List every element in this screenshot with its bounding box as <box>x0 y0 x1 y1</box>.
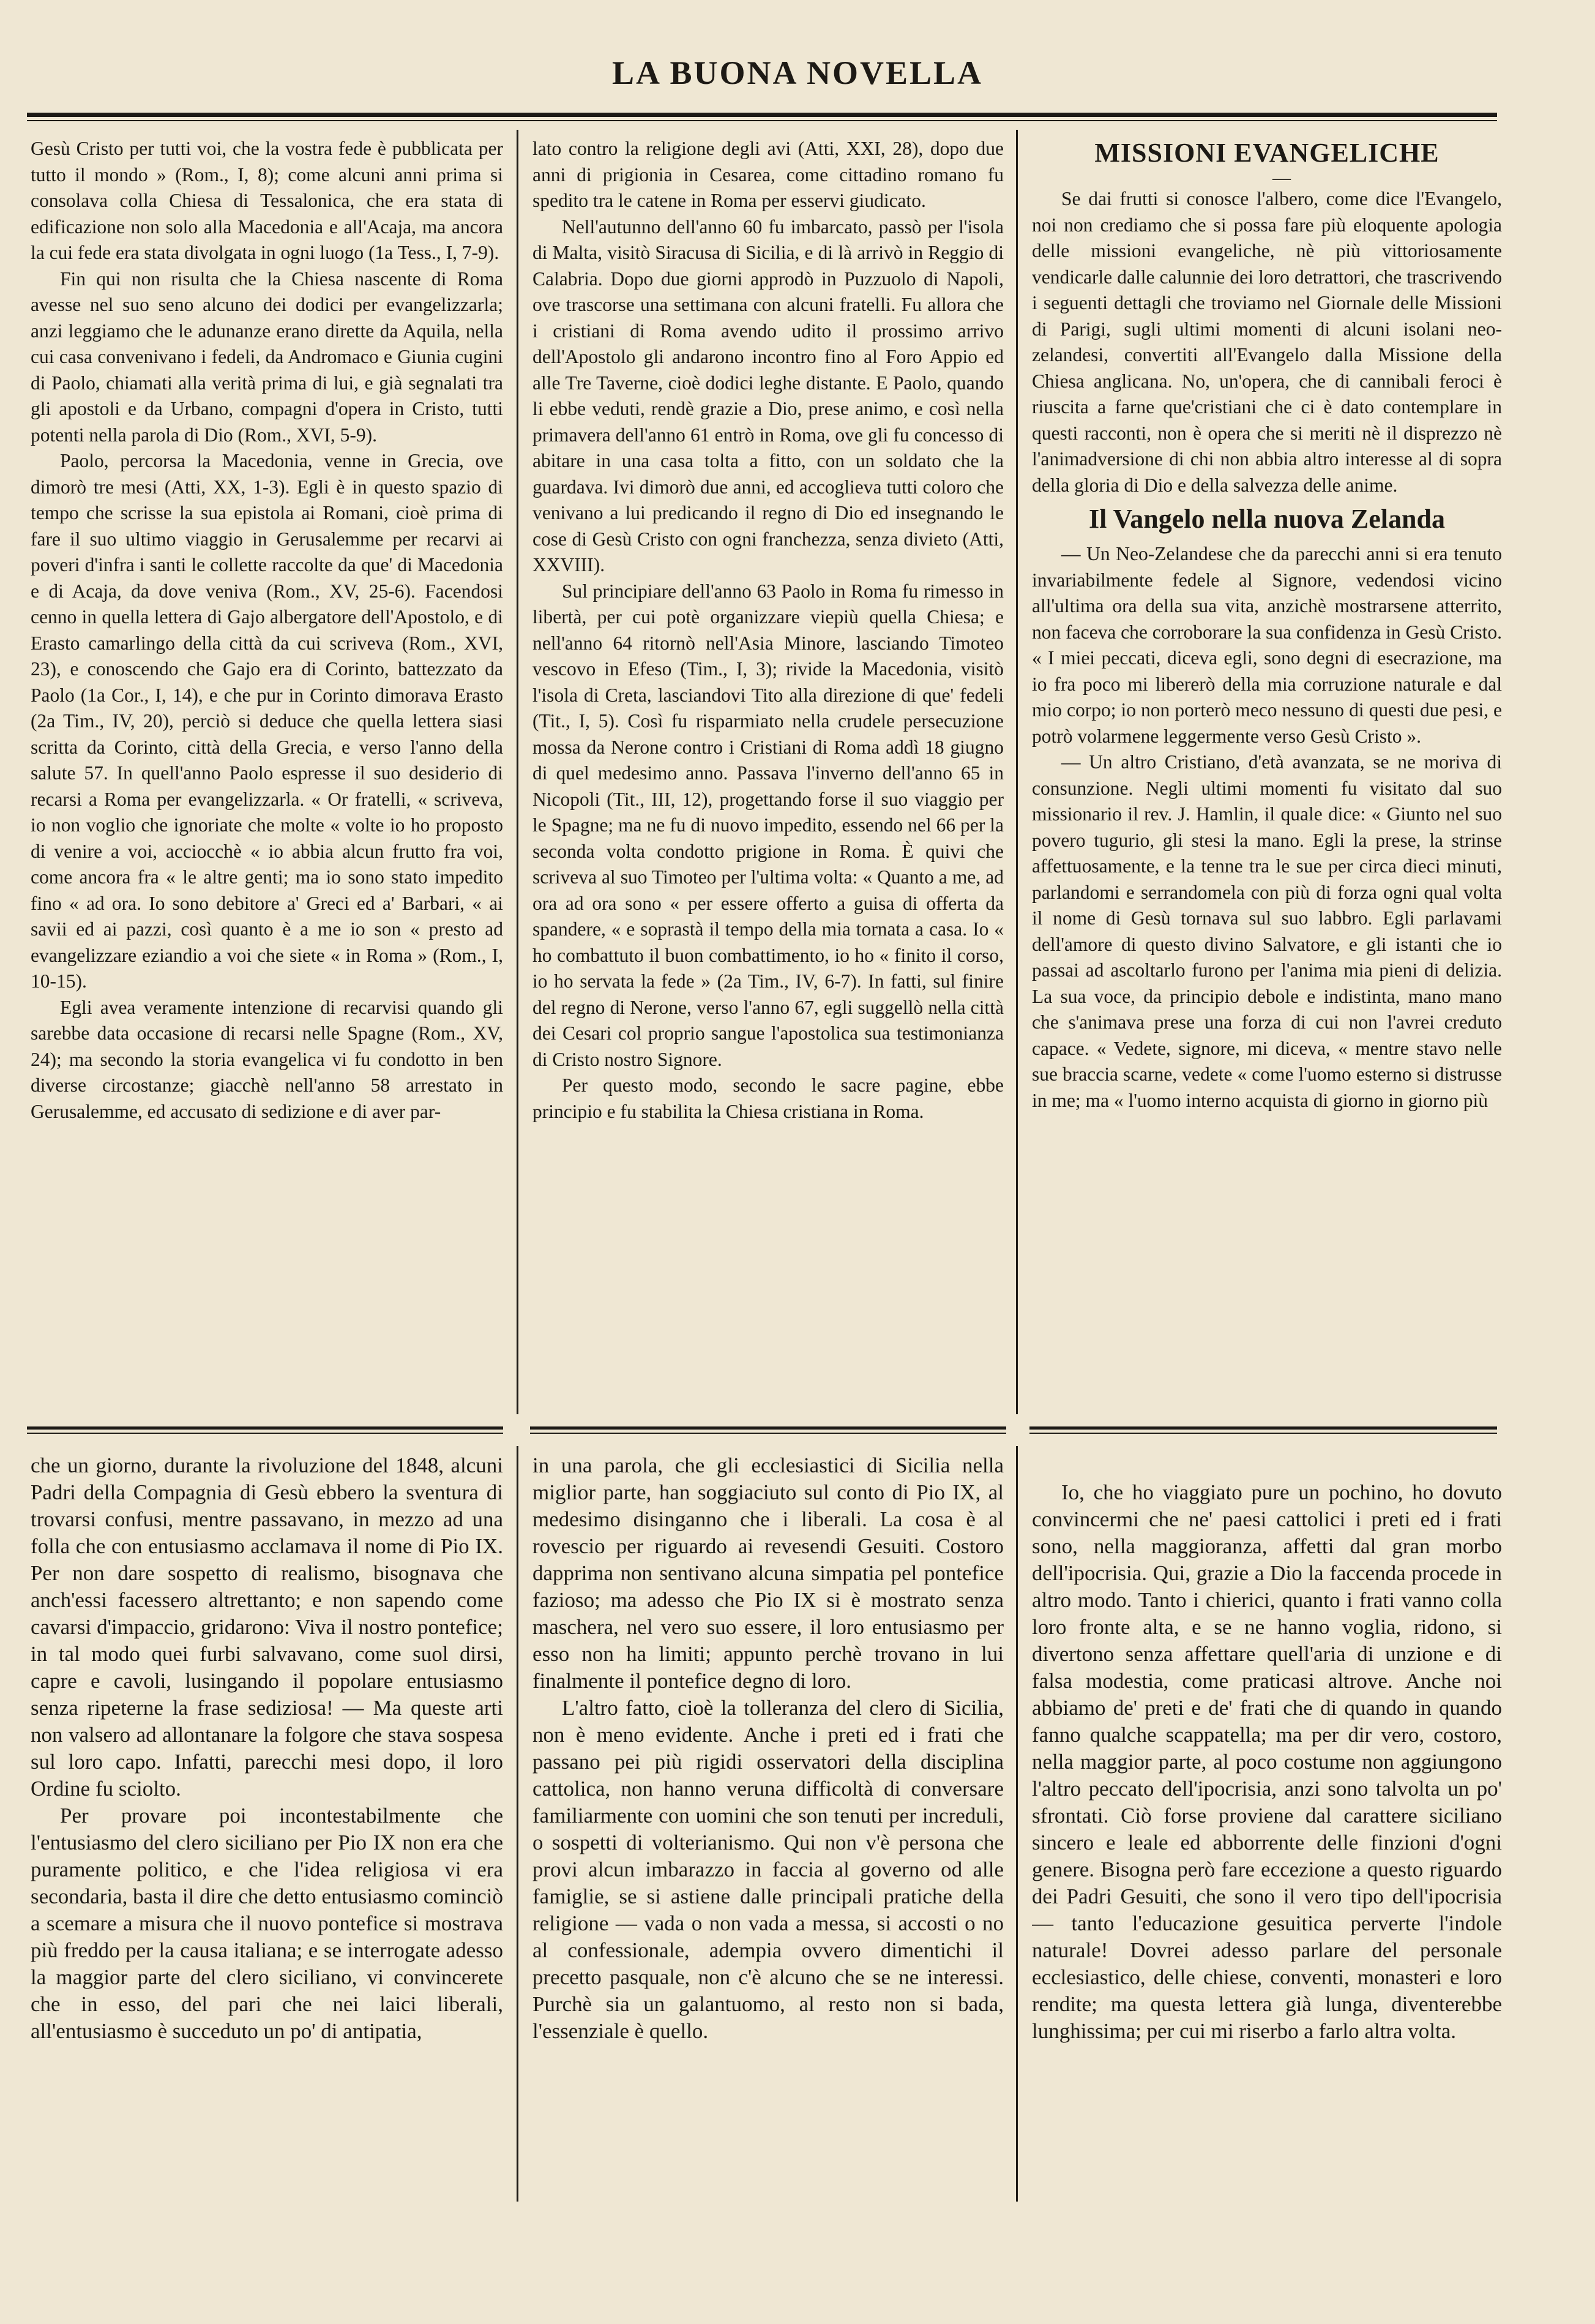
paragraph: Per provare poi incontestabilmente che l'entusiasmo del clero siciliano per Pio IX non era che puramente politico, e che l'idea religiosa vi era secondaria, basta il dire che detto entusiasmo cominciò a scemare a misura che il nuovo pontefice si mostrava più freddo per la causa italiana; e se interrogate adesso la maggior parte del clero siciliano, vi convincerete che in esso, del pari che nei laici liberali, all'entusiasmo è succeduto un po' di antipatia, <box>31 1804 503 2043</box>
bottom-column-3 <box>1032 1452 1502 2202</box>
paragraph: Sul principiare dell'anno 63 Paolo in Roma fu rimesso in libertà, per cui potè organizzare viepiù quella Chiesa; e nell'anno 64 ritornò nell'Asia Minore, lasciando Timoteo vescovo in Efeso (Tim., I, 3); rivide la Macedonia, visitò l'isola di Creta, lasciandovi Tito alla direzione di que' fedeli (Tit., I, 5). Così fu risparmiato nella crudele persecuzione mossa da Nerone contro i Cristiani di Roma addì 18 giugno di quel medesimo anno. Passava l'inverno dell'anno 65 in Nicopoli (Tit., III, 12), progettando forse il suo viaggio per le Spagne; ma ne fu di nuovo impedito, essendo nel 66 per la seconda volta condotto prigione in Roma. È quivi che scriveva al suo Timoteo per l'ultima volta: « Quanto a me, ad ora ad ora sono « per essere offerto a guisa di offerta da spandere, « e soprastà il tempo della mia tornata a casa. Io « ho combattuto il buon combattimento, io ho « finito il corso, io ho servata la fede » (2a Tim., IV, 6-7). In fatti, sul finire del regno di Nerone, verso l'anno 67, egli suggellò nella città dei Cesari col proprio sangue l'apostolica sua testimonianza di Cristo nostro Signore. <box>532 580 1004 1070</box>
masthead-title: LA BUONA NOVELLA <box>611 54 984 91</box>
section-rule-thick-1 <box>27 1426 503 1430</box>
paragraph: che un giorno, durante la rivoluzione del 1848, alcuni Padri della Compagnia di Gesù ebbero la sventura di trovarsi confusi, mentre passavano, in mezzo ad una folla che con entusiasmo acclamava il nome di Pio IX. Per non dare sospetto di realismo, bisognava che anch'essi facessero altrettanto; e non sapendo come cavarsi d'impaccio, gridarono: Viva il nostro pontefice; in tal modo quei furbi salvavano, come suol dirsi, capre e cavoli, lusingando il popolare entusiasmo senza ripeterne la frase sediziosa! — Ma queste arti non valsero ad allontanare la folgore che stava sospesa sul loro capo. Infatti, parecchi mesi dopo, il loro Ordine fu sciolto. <box>31 1453 503 1801</box>
top-column-2 <box>532 136 1004 1415</box>
paragraph: Egli avea veramente intenzione di recarvisi quando gli sarebbe data occasione di recarsi nelle Spagne (Rom., XV, 24); ma secondo la storia evangelica vi fu condotto in ben diverse circostanze; giacchè nell'anno 58 arrestato in Gerusalemme, ed accusato di sedizione e di aver par- <box>31 996 503 1122</box>
top-column-rule-2 <box>1016 130 1018 1414</box>
paragraph: — Un altro Cristiano, d'età avanzata, se ne moriva di consunzione. Negli ultimi momenti fu visitato dal suo missionario il rev. J. Hamlin, il quale dice: « Giunto nel suo povero tugurio, gli stesi la mano. Egli la prese, la strinse affettuosamente, e la tenne tra le sue per circa dieci minuti, parlandomi e serrandomela con più di forza ogni qual volta il nome di Gesù tornava sul suo labbro. Egli parlavami dell'amore di questo divino Salvatore, e gli istanti che io passai ad ascoltarlo furono per l'anima mia pieni di delizia. La sua voce, da principio debole e indistinta, mano mano che s'animava prese una forza di cui non l'avrei creduto capace. « Vedete, signore, mi diceva, « mentre stavo nelle sue braccia scarne, vedete « come l'uomo esterno si distrusse in me; ma « l'uomo interno acquista di giorno in giorno più <box>1032 751 1502 1111</box>
heading-dash: — <box>1272 168 1291 188</box>
paragraph: L'altro fatto, cioè la tolleranza del clero di Sicilia, non è meno evidente. Anche i preti ed i frati che passano pei più rigidi osservatori della disciplina cattolica, non hanno veruna difficoltà di conversare familiarmente con uomini che son tenuti per increduli, o sospetti di volterianismo. Qui non v'è persona che provi alcun imbarazzo in faccia al governo od alle famiglie, se si astiene dalle principali pratiche della religione — vada o non vada a messa, si accosti o no al confessionale, adempia ovvero dimentichi il precetto pasquale, non c'è alcuno che se ne interessi. Purchè sia un galantuomo, al resto non si bada, l'essenziale è quello. <box>532 1696 1004 2043</box>
section-rule-thin-1 <box>27 1433 503 1434</box>
paragraph: Nell'autunno dell'anno 60 fu imbarcato, passò per l'isola di Malta, visitò Siracusa di Sicilia, e di là arrivò in Reggio di Calabria. Dopo due giorni approdò in Puzzuolo di Napoli, ove trascorse una settimana con alcuni fratelli. Fu allora che i cristiani di Roma avendo udito il prossimo arrivo dell'Apostolo gli andarono incontro fino al Foro Appio ed alle Tre Taverne, cioè dodici leghe distante. E Paolo, quando li ebbe veduti, rendè grazie a Dio, prese animo, e così nella primavera dell'anno 61 entrò in Roma, ove gli fu concesso di abitare in una casa tolta a fitto, con un soldato che la guardava. Ivi dimorò due anni, ed accoglieva tutti coloro che venivano a lui predicando il regno di Dio ed insegnando le cose di Gesù Cristo con ogni franchezza, senza divieto (Atti, XXVIII). <box>532 216 1004 575</box>
section-rule-thick-2 <box>530 1426 1006 1430</box>
top-column-3 <box>1032 136 1502 1415</box>
paragraph: Fin qui non risulta che la Chiesa nascente di Roma avesse nel suo seno alcuno dei dodici per evangelizzarla; anzi leggiamo che le adunanze erano dirette da Aquila, nella cui casa convenivano i fedeli, da Andromaco e Giunia cugini di Paolo, chiamati alla verità prima di lui, e già segnalati tra gli apostoli e da Urbano, compagni d'opera in Cristo, tutti potenti nella parola di Dio (Rom., XVI, 5-9). <box>31 268 503 446</box>
section-rule-thin-3 <box>1029 1433 1497 1434</box>
section-heading: MISSIONI EVANGELICHE <box>1094 138 1440 168</box>
paragraph: Io, che ho viaggiato pure un pochino, ho dovuto convincermi che ne' paesi cattolici i preti ed i frati sono, nella maggioranza, affetti dal gran morbo dell'ipocrisia. Qui, grazie a Dio la faccenda procede in altro modo. Tanto i chierici, quanto i frati vanno colla loro fronte alta, e se ne hanno voglia, ridono, si divertono senza affettare quell'aria di unzione e di falsa modestia, come praticasi altrove. Anche noi abbiamo de' preti e de' frati che di quando in quando fanno qualche scappatella; ma per dir vero, costoro, nella maggior parte, al poco costume non aggiungono l'altro peccato dell'ipocrisia, anzi sono talvolta un po' sfrontati. Ciò forse proviene dal carattere siciliano sincero e leale ed abborrente delle finzioni d'ogni genere. Bisogna però fare eccezione a questo riguardo dei Padri Gesuiti, che sono il vero tipo dell'ipocrisia — tanto l'educazione gesuitica perverte l'indole naturale! Dovrei adesso parlare del personale ecclesiastico, delle chiese, conventi, monasteri e loro rendite; ma questa lettera già lunga, diventerebbe lunghissima; per cui mi riserbo a farlo altra volta. <box>1032 1480 1502 2043</box>
header-rule-thick <box>27 113 1497 117</box>
bottom-column-rule-1 <box>517 1446 518 2202</box>
section-rule-thin-2 <box>530 1433 1006 1434</box>
paragraph: Gesù Cristo per tutti voi, che la vostra fede è pubblicata per tutto il mondo » (Rom., I, 8); come alcuni anni prima si consolava colla Chiesa di Tessalonica, che era stata di edificazione non solo alla Macedonia e all'Acaja, ma ancora la cui fede era stata divolgata in ogni luogo (1a Tess., I, 7-9). <box>31 138 503 263</box>
bottom-column-1 <box>31 1452 503 2202</box>
paragraph: lato contro la religione degli avi (Atti, XXI, 28), dopo due anni di prigionia in Cesarea, come cittadino romano fu spedito tra le catene in Roma per esservi giudicato. <box>532 138 1004 211</box>
section-rule-thick-3 <box>1029 1426 1497 1430</box>
paragraph: Paolo, percorsa la Macedonia, venne in Grecia, ove dimorò tre mesi (Atti, XX, 1-3). Egli è in questo spazio di tempo che scrisse la sua epistola ai Romani, cioè prima di fare il suo ultimo viaggio in Gerusalemme per recarvi ai poveri d'infra i santi le collette raccolte da que' di Macedonia e di Acaja, da dove veniva (Rom., XV, 25-6). Facendosi cenno in quella lettera di Gajo albergatore dell'Apostolo, e di Erasto camarlingo della città da cui scriveva (Rom., XVI, 23), e conoscendo che Gajo era di Corinto, battezzato da Paolo (1a Cor., I, 14), e che pur in Corinto dimorava Erasto (2a Tim., IV, 20), perciò si deduce che quella lettera siasi scritta da Corinto, città della Grecia, e verso l'anno della salute 57. In quell'anno Paolo espresse il suo desiderio di recarsi a Roma per evangelizzarla. « Or fratelli, « scriveva, io non voglio che ignoriate che molte « volte io ho proposto di venire a voi, acciocchè « io abbia alcun frutto fra voi, come ancora fra « le altre genti; ma io sono stato impedito fino « ad ora. Io sono debitore a' Greci ed a' Barbari, « ai savii ed ai pazzi, così quanto è a me io son « presto ad evangelizzare eziandio a voi che siete « in Roma » (Rom., I, 10-15). <box>31 450 503 992</box>
header-rule-thin <box>27 120 1497 121</box>
intro-paragraph: Se dai frutti si conosce l'albero, come dice l'Evangelo, noi non crediamo che si possa fare più eloquente apologia delle missioni evangeliche, nè più vittoriosamente vendicarle dalle calunnie dei loro detrattori, che trascrivendo i seguenti dettagli che troviamo nel Giornale delle Missioni di Parigi, sugli ultimi momenti di alcuni isolani neo-zelandesi, convertiti all'Evangelo dalla Missione della Chiesa anglicana. No, un'opera, che di cannibali feroci è riuscita a farne que'cristiani che ci è dato contemplare in questi racconti, non è opera che si meriti nè il disprezzo nè l'animadversione di chi non abbia altro interesse al di sopra della gloria di Dio e della salvezza delle anime. <box>1032 188 1502 496</box>
top-column-1 <box>31 136 503 1415</box>
bottom-column-rule-2 <box>1016 1446 1018 2202</box>
paragraph: Per questo modo, secondo le sacre pagine, ebbe principio e fu stabilita la Chiesa cristiana in Roma. <box>532 1074 1004 1122</box>
top-column-rule-1 <box>517 130 518 1414</box>
bottom-column-2 <box>532 1452 1004 2202</box>
paragraph: — Un Neo-Zelandese che da parecchi anni si era tenuto invariabilmente fedele al Signore, vedendosi vicino all'ultima ora della sua vita, anzichè mostrarsene atterrito, non faceva che corroborare la sua confidenza in Gesù Cristo. « I miei peccati, diceva egli, sono degni di esecrazione, ma io fra poco mi libererò della mia corruzione naturale e dal mio corpo; io non porterò meco nessuno di questi due pesi, e potrò volarmene leggermente verso Gesù Cristo ». <box>1032 543 1502 747</box>
article-subheading: Il Vangelo nella nuova Zelanda <box>1089 504 1445 534</box>
paragraph: in una parola, che gli ecclesiastici di Sicilia nella miglior parte, han soggiaciuto sul conto di Pio IX, al medesimo disinganno che i liberali. La cosa è al rovescio per riguardo ai revesendi Gesuiti. Costoro dapprima non sentivano alcuna simpatia pel pontefice fazioso; ma adesso che Pio IX si è mostrato senza maschera, nel vero suo essere, il loro entusiasmo per esso non ha limiti; appunto perchè trovano in lui finalmente il pontefice degno di loro. <box>532 1453 1004 1693</box>
